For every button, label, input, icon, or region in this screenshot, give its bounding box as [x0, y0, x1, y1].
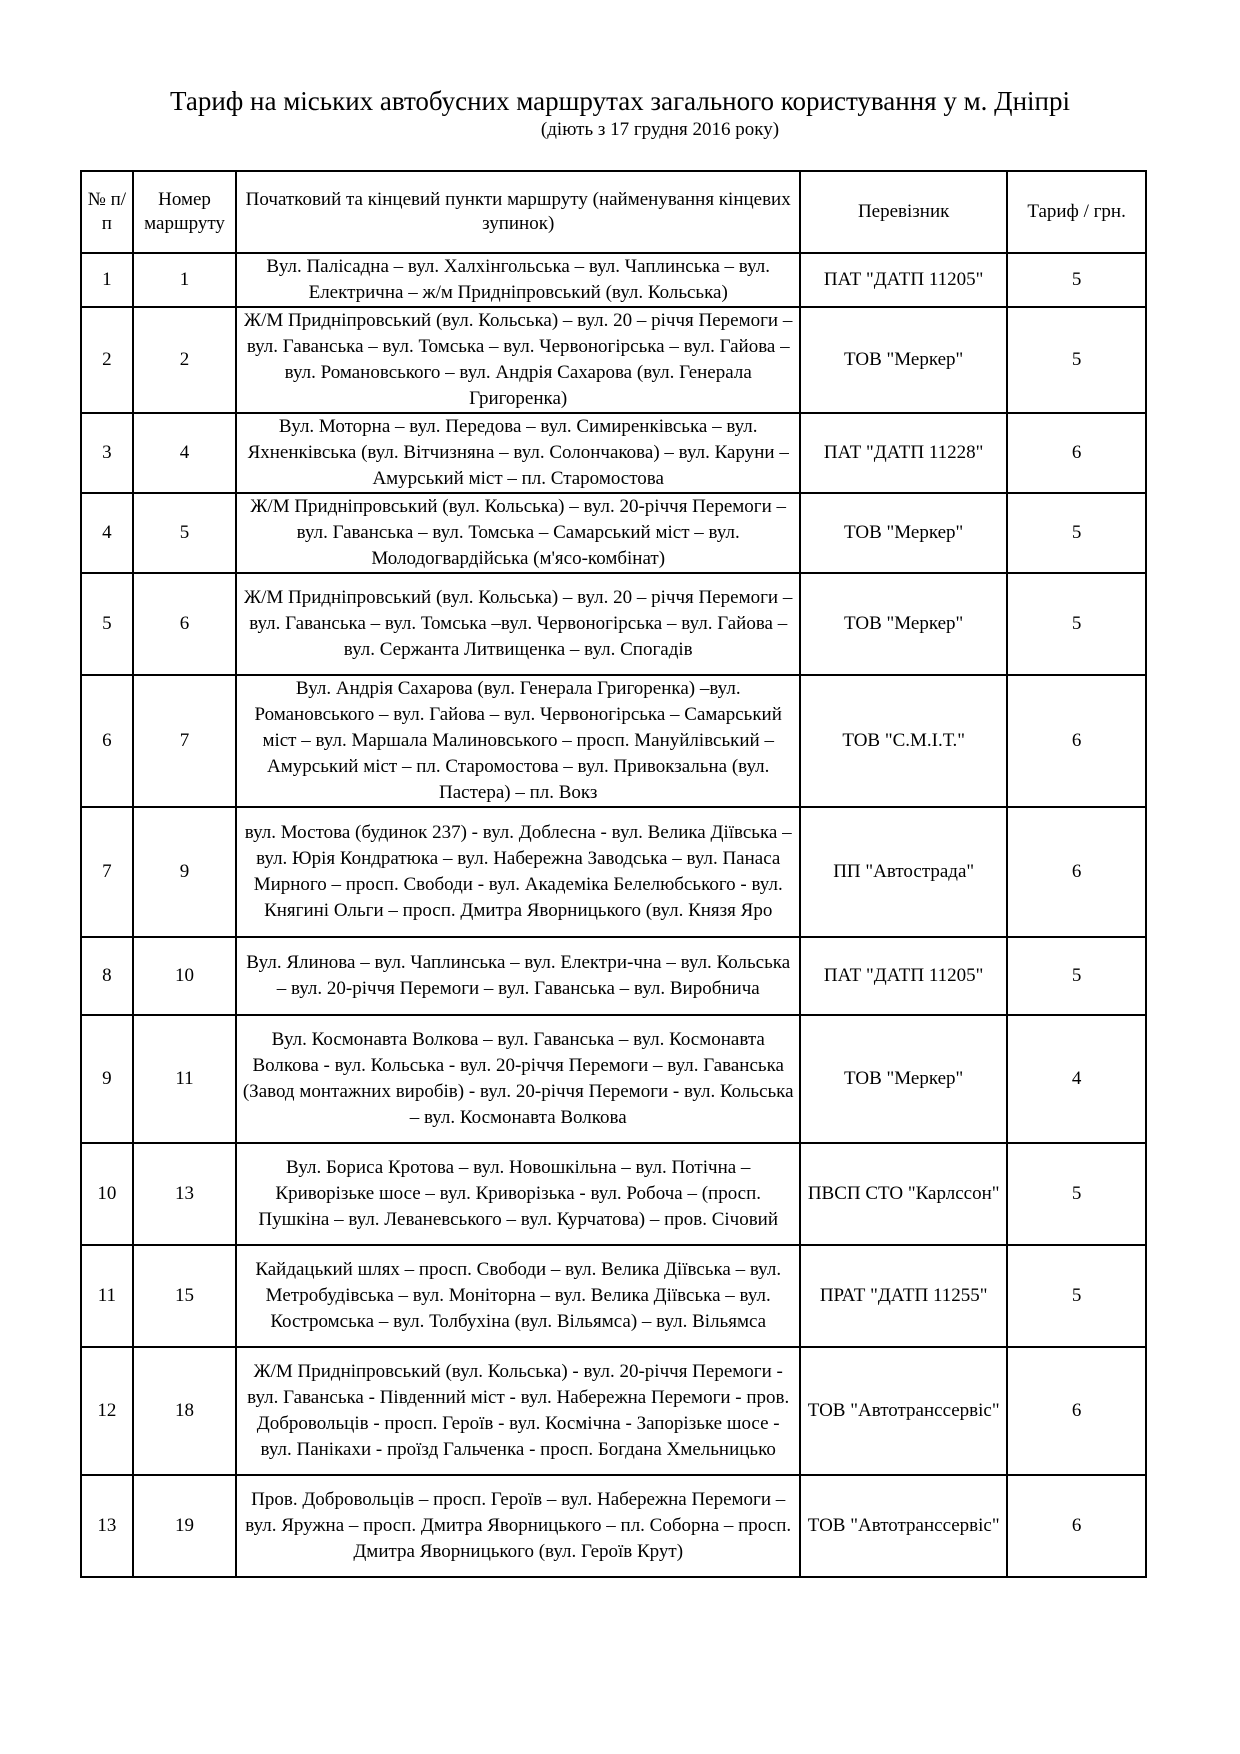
- table-row: [81, 307, 1146, 413]
- table-row: [81, 807, 1146, 937]
- cell-tariff: 6: [1007, 413, 1146, 493]
- cell-carrier: ПАТ "ДАТП 11205": [800, 253, 1007, 307]
- table-row: [81, 1015, 1146, 1143]
- cell-route-number: 19: [133, 1475, 237, 1577]
- cell-carrier: ПП "Автострада": [800, 807, 1007, 937]
- cell-carrier: ПАТ "ДАТП 11228": [800, 413, 1007, 493]
- cell-carrier: ТОВ "Автотранссервіс": [800, 1347, 1007, 1475]
- tariff-table: [80, 170, 1147, 1578]
- cell-tariff: 5: [1007, 1143, 1146, 1245]
- cell-tariff: 6: [1007, 1475, 1146, 1577]
- cell-num: 11: [81, 1245, 133, 1347]
- cell-tariff: 6: [1007, 807, 1146, 937]
- cell-carrier: ТОВ "Меркер": [800, 1015, 1007, 1143]
- cell-num: 13: [81, 1475, 133, 1577]
- cell-tariff: 6: [1007, 675, 1146, 807]
- cell-route: Вул. Ялинова – вул. Чаплинська – вул. Електри-чна – вул. Кольська – вул. 20-річчя Перемоги – вул. Гаванська – вул. Виробнича: [236, 937, 800, 1015]
- cell-route-number: 13: [133, 1143, 237, 1245]
- cell-route-number: 15: [133, 1245, 237, 1347]
- cell-route-number: 7: [133, 675, 237, 807]
- page-subtitle: (діють з 17 грудня 2016 року): [540, 119, 780, 140]
- cell-carrier: ТОВ "Меркер": [800, 493, 1007, 573]
- header-route-number: Номер маршруту: [133, 171, 237, 253]
- cell-tariff: 5: [1007, 1245, 1146, 1347]
- table-header-row: [81, 171, 1146, 253]
- cell-num: 1: [81, 253, 133, 307]
- cell-carrier: ТОВ "С.М.І.Т.": [800, 675, 1007, 807]
- table-row: [81, 937, 1146, 1015]
- table-row: [81, 675, 1146, 807]
- table-row: [81, 1245, 1146, 1347]
- cell-route: Вул. Андрія Сахарова (вул. Генерала Григоренка) –вул. Романовського – вул. Гайова – вул. Червоногірська – Самарський міст – вул. Маршала Малиновського – просп. Мануйлівський – Амурський міст – пл. Старомостова – вул. Привокзальна (вул. Пастера) – пл. Вокз: [236, 675, 800, 807]
- cell-route: Пров. Добровольців – просп. Героїв – вул. Набережна Перемоги – вул. Яружна – просп. Дмитра Яворницького – пл. Соборна – просп. Дмитра Яворницького (вул. Героїв Крут): [236, 1475, 800, 1577]
- header-carrier: Перевізник: [800, 171, 1007, 253]
- page-title: Тариф на міських автобусних маршрутах загального користування у м. Дніпрі: [170, 86, 1070, 116]
- cell-route-number: 11: [133, 1015, 237, 1143]
- table-row: [81, 1475, 1146, 1577]
- cell-num: 6: [81, 675, 133, 807]
- cell-route: Кайдацький шлях – просп. Свободи – вул. Велика Діївська – вул. Метробудівська – вул. Моніторна – вул. Велика Діївська – вул. Костромська – вул. Толбухіна (вул. Вільямса) – вул. Вільямса: [236, 1245, 800, 1347]
- table-row: [81, 253, 1146, 307]
- cell-tariff: 5: [1007, 937, 1146, 1015]
- cell-tariff: 5: [1007, 493, 1146, 573]
- header-num: № п/п: [81, 171, 133, 253]
- cell-route: Вул. Бориса Кротова – вул. Новошкільна – вул. Потічна – Криворізьке шосе – вул. Криворізька - вул. Робоча – (просп. Пушкіна – вул. Леваневського – вул. Курчатова) – пров. Січовий: [236, 1143, 800, 1245]
- cell-route-number: 6: [133, 573, 237, 675]
- cell-num: 12: [81, 1347, 133, 1475]
- cell-carrier: ПАТ "ДАТП 11205": [800, 937, 1007, 1015]
- cell-tariff: 5: [1007, 573, 1146, 675]
- table-row: [81, 573, 1146, 675]
- cell-carrier: ТОВ "Автотранссервіс": [800, 1475, 1007, 1577]
- cell-route-number: 1: [133, 253, 237, 307]
- cell-route: Вул. Моторна – вул. Передова – вул. Симиренківська – вул. Яхненківська (вул. Вітчизняна – вул. Солончакова) – вул. Каруни – Амурський міст – пл. Старомостова: [236, 413, 800, 493]
- cell-num: 7: [81, 807, 133, 937]
- cell-num: 10: [81, 1143, 133, 1245]
- cell-route: Вул. Космонавта Волкова – вул. Гаванська – вул. Космонавта Волкова - вул. Кольська - вул. 20-річчя Перемоги – вул. Гаванська (Завод монтажних виробів) - вул. 20-річчя Перемоги - вул. Кольська – вул. Космонавта Волкова: [236, 1015, 800, 1143]
- cell-route: вул. Мостова (будинок 237) - вул. Доблесна - вул. Велика Діївська – вул. Юрія Кондратюка – вул. Набережна Заводська – вул. Панаса Мирного – просп. Свободи - вул. Академіка Белелюбського - вул. Княгині Ольги – просп. Дмитра Яворницького (вул. Князя Яро: [236, 807, 800, 937]
- table-row: [81, 1347, 1146, 1475]
- cell-carrier: ПВСП СТО "Карлссон": [800, 1143, 1007, 1245]
- table-row: [81, 1143, 1146, 1245]
- cell-route: Ж/М Придніпровський (вул. Кольська) - вул. 20-річчя Перемоги - вул. Гаванська - Південний міст - вул. Набережна Перемоги - пров. Добровольців - просп. Героїв - вул. Космічна - Запорізьке шосе - вул. Панікахи - проїзд Гальченка - просп. Богдана Хмельницько: [236, 1347, 800, 1475]
- cell-num: 4: [81, 493, 133, 573]
- cell-num: 3: [81, 413, 133, 493]
- table-row: [81, 413, 1146, 493]
- cell-carrier: ПРАТ "ДАТП 11255": [800, 1245, 1007, 1347]
- table-row: [81, 493, 1146, 573]
- cell-route-number: 2: [133, 307, 237, 413]
- cell-route-number: 5: [133, 493, 237, 573]
- cell-num: 2: [81, 307, 133, 413]
- cell-route: Ж/М Придніпровський (вул. Кольська) – вул. 20 – річчя Перемоги – вул. Гаванська – вул. Томська –вул. Червоногірська – вул. Гайова – вул. Сержанта Литвищенка – вул. Спогадів: [236, 573, 800, 675]
- cell-route-number: 10: [133, 937, 237, 1015]
- cell-num: 8: [81, 937, 133, 1015]
- cell-tariff: 4: [1007, 1015, 1146, 1143]
- cell-route-number: 9: [133, 807, 237, 937]
- cell-num: 5: [81, 573, 133, 675]
- cell-tariff: 5: [1007, 253, 1146, 307]
- cell-tariff: 5: [1007, 307, 1146, 413]
- cell-route-number: 18: [133, 1347, 237, 1475]
- cell-route: Ж/М Придніпровський (вул. Кольська) – вул. 20 – річчя Перемоги – вул. Гаванська – вул. Томська – вул. Червоногірська – вул. Гайова – вул. Романовського – вул. Андрія Сахарова (вул. Генерала Григоренка): [236, 307, 800, 413]
- cell-tariff: 6: [1007, 1347, 1146, 1475]
- cell-route: Ж/М Придніпровський (вул. Кольська) – вул. 20-річчя Перемоги – вул. Гаванська – вул. Томська – Самарський міст – вул. Молодогвардійська (м'ясо-комбінат): [236, 493, 800, 573]
- header-tariff: Тариф / грн.: [1007, 171, 1146, 253]
- cell-num: 9: [81, 1015, 133, 1143]
- cell-route: Вул. Палісадна – вул. Халхінгольська – вул. Чаплинська – вул. Електрична – ж/м Придніпровський (вул. Кольська): [236, 253, 800, 307]
- header-route: Початковий та кінцевий пункти маршруту (найменування кінцевих зупинок): [236, 171, 800, 253]
- cell-route-number: 4: [133, 413, 237, 493]
- cell-carrier: ТОВ "Меркер": [800, 307, 1007, 413]
- cell-carrier: ТОВ "Меркер": [800, 573, 1007, 675]
